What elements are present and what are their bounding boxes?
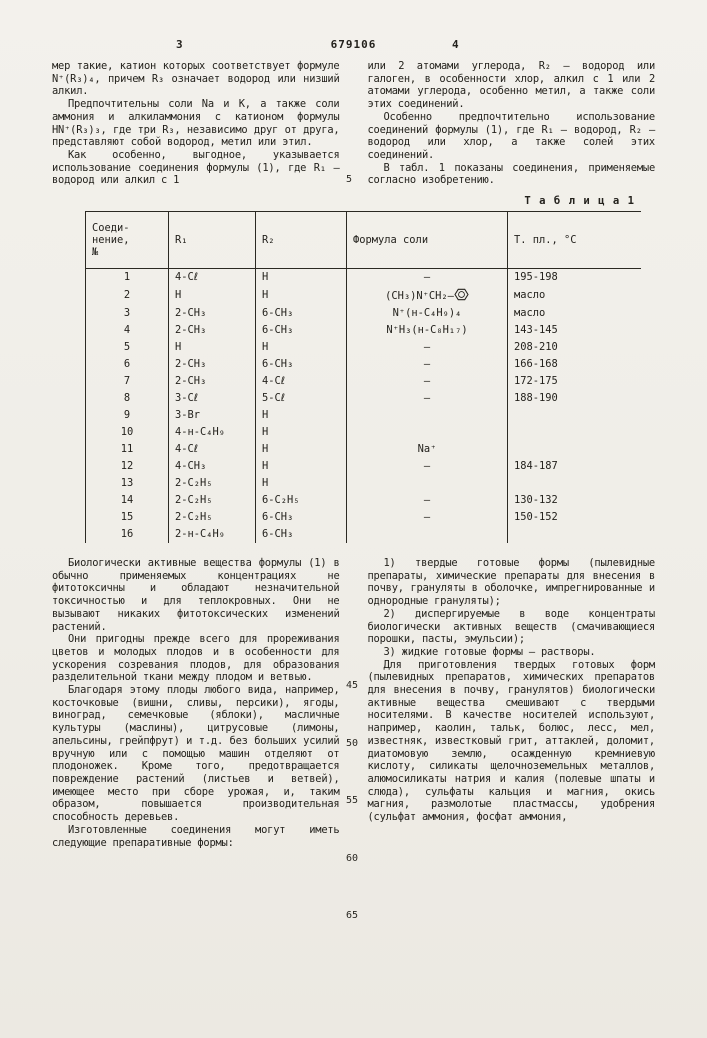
- column-number-left: 3: [176, 38, 183, 51]
- line-number: 60: [346, 853, 359, 864]
- table-cell: 4-Cℓ: [169, 441, 256, 458]
- line-number: 45: [346, 680, 359, 691]
- table-cell: [508, 407, 642, 424]
- compounds-table: [85, 211, 641, 543]
- table-cell: 150-152: [508, 509, 642, 526]
- table-row: [86, 286, 642, 305]
- table-cell: 6-C₂H₅: [256, 492, 347, 509]
- table-row: [86, 526, 642, 543]
- table-row: [86, 269, 642, 287]
- table-cell: 195-198: [508, 269, 642, 287]
- table-cell: 7: [86, 373, 169, 390]
- table-cell: (CH₃)N⁺CH₂—: [347, 286, 508, 305]
- table-row: [86, 424, 642, 441]
- paragraph: или 2 атомами углерода, R₂ — водород или галоген, в особенности хлор, алкил с 1 или 2 атомами углерода, особенно метил, а также соли этих соединений.: [367, 60, 655, 111]
- table-cell: 11: [86, 441, 169, 458]
- paragraph: Особенно предпочтительно использование соединений формулы (1), где R₁ — водород, R₂ — водород или хлор, а также солей этих соединений.: [367, 110, 655, 161]
- table-cell: H: [256, 475, 347, 492]
- table-cell: 2-CH₃: [169, 305, 256, 322]
- table-row: [86, 339, 642, 356]
- table-cell: 4-CH₃: [169, 458, 256, 475]
- patent-number: 679106: [330, 38, 377, 51]
- table-cell: 2-CH₃: [169, 356, 256, 373]
- table-cell: 166-168: [508, 356, 642, 373]
- line-number: 50: [346, 738, 359, 749]
- table-cell: H: [256, 407, 347, 424]
- table-cell: 172-175: [508, 373, 642, 390]
- table-cell: 15: [86, 509, 169, 526]
- line-number: 55: [346, 795, 359, 806]
- table-cell: 14: [86, 492, 169, 509]
- table-cell: [347, 424, 508, 441]
- table-caption: Т а б л и ц а 1: [524, 195, 635, 208]
- table-cell: [347, 526, 508, 543]
- table-cell: 4-Cℓ: [256, 373, 347, 390]
- paragraph: 2) диспергируемые в воде концентраты биологически активных веществ (смачивающиеся порошки, пасты, эмульсии);: [367, 607, 655, 646]
- table-cell: —: [347, 509, 508, 526]
- paragraph: Биологически активные вещества формулы (1) в обычно применяемых концентрациях не фитотоксичны и обладают незначительной токсичностью и для теплокровных. Они не вызывают никаких фитотоксических изменений растений.: [52, 557, 340, 633]
- table-row: [86, 475, 642, 492]
- table-cell: H: [256, 458, 347, 475]
- table-cell: H: [256, 339, 347, 356]
- table-cell: 16: [86, 526, 169, 543]
- table-cell: 6: [86, 356, 169, 373]
- table-cell: —: [347, 339, 508, 356]
- table-cell: —: [347, 269, 508, 287]
- table-cell: H: [169, 339, 256, 356]
- benzene-ring-icon: [454, 288, 469, 301]
- table-row: [86, 458, 642, 475]
- table-cell: [508, 526, 642, 543]
- table-cell: 9: [86, 407, 169, 424]
- table-cell: 6-CH₃: [256, 356, 347, 373]
- table-row: [86, 322, 642, 339]
- paragraph: мер такие, катион которых соответствует формуле N⁺(R₃)₄, причем R₃ означает водород или низший алкил.: [52, 60, 340, 98]
- table-cell: 143-145: [508, 322, 642, 339]
- table-header: [86, 212, 642, 269]
- table-cell: 12: [86, 458, 169, 475]
- table-cell: —: [347, 458, 508, 475]
- top-right-column: [368, 60, 656, 187]
- table-row: [86, 373, 642, 390]
- bottom-right-column: [368, 557, 656, 849]
- table-cell: 5-Cℓ: [256, 390, 347, 407]
- table-cell: H: [256, 269, 347, 287]
- paragraph: Изготовленные соединения могут иметь следующие препаративные формы:: [52, 823, 340, 849]
- table-cell: 4-Cℓ: [169, 269, 256, 287]
- table-cell: 4: [86, 322, 169, 339]
- bottom-left-column: [52, 557, 340, 849]
- table-cell: 2-C₂H₅: [169, 475, 256, 492]
- table-cell: [508, 441, 642, 458]
- table-cell: 3-Br: [169, 407, 256, 424]
- table-cell: [508, 475, 642, 492]
- column-header-compound-no: Соеди- нение, №: [86, 212, 169, 269]
- table-cell: Na⁺: [347, 441, 508, 458]
- table-cell: 2-CH₃: [169, 322, 256, 339]
- table-cell: 6-CH₃: [256, 322, 347, 339]
- table-cell: 3-Cℓ: [169, 390, 256, 407]
- column-header-r2: R₂: [256, 212, 347, 269]
- table-cell: —: [347, 373, 508, 390]
- table-cell: N⁺(н-C₄H₉)₄: [347, 305, 508, 322]
- line-number: 65: [346, 910, 359, 921]
- document-page: [0, 38, 707, 1038]
- table-cell: 10: [86, 424, 169, 441]
- paragraph: Для приготовления твердых готовых форм (пылевидных препаратов, химических препаратов для внесения в почву, гранулятов) биологически активные вещества смешивают с твердыми носителями. В качестве носителей используют, например, каолин, тальк, болюс, лесс, мел, известняк, известковый грит, аттаклей, доломит, диатомовую землю, осажденную кремниевую кислоту, силикаты щелочноземельных металлов, алюмосиликаты натрия и калия (полевые шпаты и слюда), сульфаты кальция и магния, окись магния, размолотые пластмассы, удобрения (сульфат аммония, фосфат аммония,: [367, 658, 655, 824]
- table-cell: —: [347, 390, 508, 407]
- table-row: [86, 305, 642, 322]
- table-cell: 3: [86, 305, 169, 322]
- column-number-right: 4: [452, 38, 459, 51]
- line-number: 5: [346, 174, 353, 185]
- table-cell: [347, 475, 508, 492]
- table-cell: 5: [86, 339, 169, 356]
- table-row: [86, 407, 642, 424]
- page-header: [0, 38, 707, 54]
- table-cell: [347, 407, 508, 424]
- top-left-column: [52, 60, 340, 187]
- table-cell: 2-н-C₄H₉: [169, 526, 256, 543]
- table-cell: —: [347, 356, 508, 373]
- column-header-melting-point: Т. пл., °С: [508, 212, 642, 269]
- table-cell: 6-CH₃: [256, 526, 347, 543]
- column-header-r1: R₁: [169, 212, 256, 269]
- paragraph: Как особенно, выгодное, указывается использование соединения формулы (1), где R₁ — водород или алкил с 1: [52, 148, 340, 187]
- table-body: [86, 269, 642, 544]
- top-text-section: [0, 60, 707, 187]
- table-cell: 130-132: [508, 492, 642, 509]
- table-cell: 2-C₂H₅: [169, 492, 256, 509]
- table-cell: H: [256, 424, 347, 441]
- table-cell: масло: [508, 305, 642, 322]
- paragraph: 3) жидкие готовые формы — растворы.: [383, 645, 596, 658]
- table-row: [86, 356, 642, 373]
- table-cell: 2: [86, 286, 169, 305]
- table-cell: 2-C₂H₅: [169, 509, 256, 526]
- paragraph: Предпочтительны соли Na и K, а также соли аммония и алкиламмония с катионом формулы HN⁺(R₃)₃, где три R₃, независимо друг от друга, представляют собой водород, метил или этил.: [52, 98, 340, 149]
- table-row: [86, 441, 642, 458]
- table-cell: 188-190: [508, 390, 642, 407]
- table-cell: 4-н-C₄H₉: [169, 424, 256, 441]
- table-cell: 208-210: [508, 339, 642, 356]
- column-header-salt-formula: Формула соли: [347, 212, 508, 269]
- table-cell: 6-CH₃: [256, 509, 347, 526]
- table-cell: H: [256, 441, 347, 458]
- table-cell: H: [256, 286, 347, 305]
- paragraph: Они пригодны прежде всего для прореживания цветов и молодых плодов и в особенности для ускорения созревания плодов, для образования разделительной ткани между плодом и ветвью.: [52, 633, 340, 684]
- table-header-row: [86, 212, 642, 269]
- table-cell: 6-CH₃: [256, 305, 347, 322]
- table-row: [86, 390, 642, 407]
- table-row: [86, 492, 642, 509]
- table-cell: 8: [86, 390, 169, 407]
- table-cell: N⁺H₃(н-C₈H₁₇): [347, 322, 508, 339]
- table-cell: H: [169, 286, 256, 305]
- paragraph: Благодаря этому плоды любого вида, например, косточковые (вишни, сливы, персики), ягоды, виноград, семечковые (яблоки), масличные культуры (маслины), цитрусовые (лимоны, апельсины, грейпфрут) и т.д. без больших усилий вручную или с помощью машин отделяют от плодоножек. Кроме того, предотвращается повреждение растений (листьев и ветвей), имеющее место при сборе урожая, и, таким образом, повышается производительная способность деревьев.: [52, 684, 340, 824]
- table-cell: —: [347, 492, 508, 509]
- paragraph: 1) твердые готовые формы (пылевидные препараты, химические препараты для внесения в почву, грануляты в оболочке, импрегнированные и однородные грануляты);: [367, 557, 655, 608]
- table-cell: 1: [86, 269, 169, 287]
- table-cell: 13: [86, 475, 169, 492]
- table-cell: 2-CH₃: [169, 373, 256, 390]
- table-row: [86, 509, 642, 526]
- table-cell: [508, 424, 642, 441]
- paragraph: В табл. 1 показаны соединения, применяемые согласно изобретению.: [367, 161, 655, 187]
- table-cell: 184-187: [508, 458, 642, 475]
- table-cell: масло: [508, 286, 642, 305]
